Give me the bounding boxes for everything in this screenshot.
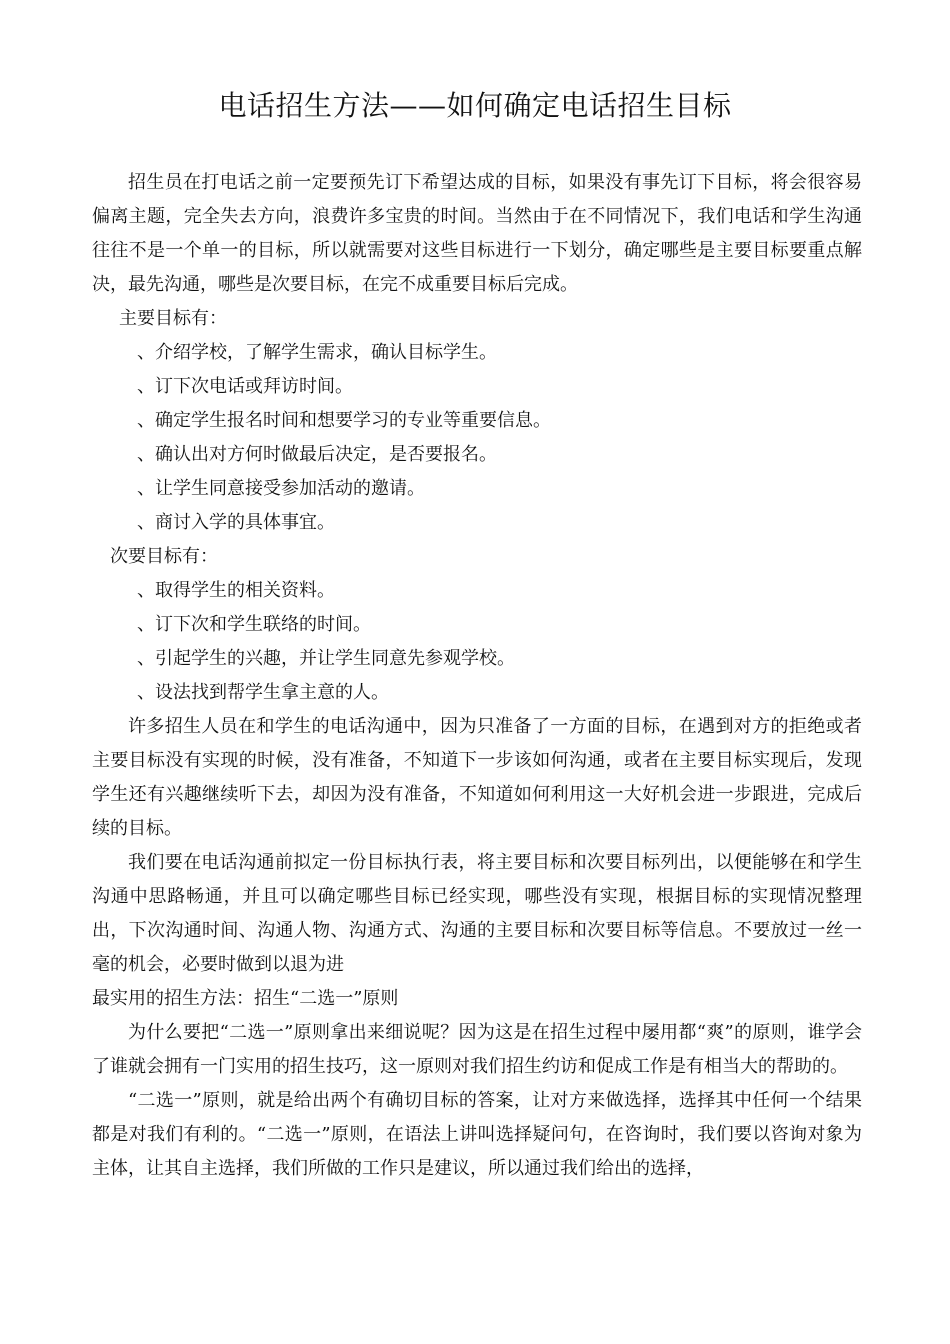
main-goal-item: 、确定学生报名时间和想要学习的专业等重要信息。 — [137, 410, 551, 431]
intro-paragraph: 招生员在打电话之前一定要预先订下希望达成的目标，如果没有事先订下目标，将会很容易偏离主题，完全失去方向，浪费许多宝贵的时间。当然由于在不同情况下，我们电话和学生沟通往往不是一个单一的目标，所以就需要对这些目标进行一下划分，确定哪些是主要目标要重点解决，最先沟通，哪些是次要目标，在完不成重要目标后完成。 — [92, 172, 862, 295]
main-goal-item: 、商讨入学的具体事宜。 — [137, 512, 335, 533]
secondary-goal-item: 、引起学生的兴趣，并让学生同意先参观学校。 — [137, 648, 515, 669]
body-paragraph: 我们要在电话沟通前拟定一份目标执行表，将主要目标和次要目标列出，以便能够在和学生沟通中思路畅通，并且可以确定哪些目标已经实现，哪些没有实现，根据目标的实现情况整理出，下次沟通时间、沟通人物、沟通方式、沟通的主要目标和次要目标等信息。不要放过一丝一毫的机会，必要时做到以退为进 — [92, 852, 862, 975]
main-goal-item: 、介绍学校，了解学生需求，确认目标学生。 — [137, 342, 497, 363]
main-goals-heading: 主要目标有： — [119, 308, 227, 329]
secondary-goal-item: 、订下次和学生联络的时间。 — [137, 614, 371, 635]
body-paragraph: 为什么要把“二选一”原则拿出来细说呢？因为这是在招生过程中屡用都“爽”的原则，谁学会了谁就会拥有一门实用的招生技巧，这一原则对我们招生约访和促成工作是有相当大的帮助的。 — [92, 1022, 862, 1077]
main-goal-item: 、让学生同意接受参加活动的邀请。 — [137, 478, 425, 499]
secondary-goals-heading: 次要目标有： — [110, 546, 218, 567]
document-body — [92, 166, 862, 1186]
main-goal-item: 、订下次电话或拜访时间。 — [137, 376, 353, 397]
section-title: 最实用的招生方法：招生“二选一”原则 — [92, 988, 399, 1009]
main-goal-item: 、确认出对方何时做最后决定，是否要报名。 — [137, 444, 497, 465]
body-paragraph: “二选一”原则，就是给出两个有确切目标的答案，让对方来做选择，选择其中任何一个结果都是对我们有利的。“二选一”原则，在语法上讲叫选择疑问句，在咨询时，我们要以咨询对象为主体，让其自主选择，我们所做的工作只是建议，所以通过我们给出的选择， — [92, 1090, 862, 1179]
secondary-goal-item: 、设法找到帮学生拿主意的人。 — [137, 682, 389, 703]
body-paragraph: 许多招生人员在和学生的电话沟通中，因为只准备了一方面的目标，在遇到对方的拒绝或者主要目标没有实现的时候，没有准备，不知道下一步该如何沟通，或者在主要目标实现后，发现学生还有兴趣继续听下去，却因为没有准备，不知道如何利用这一大好机会进一步跟进，完成后续的目标。 — [92, 716, 862, 839]
document-title: 电话招生方法——如何确定电话招生目标 — [218, 89, 732, 122]
secondary-goal-item: 、取得学生的相关资料。 — [137, 580, 335, 601]
